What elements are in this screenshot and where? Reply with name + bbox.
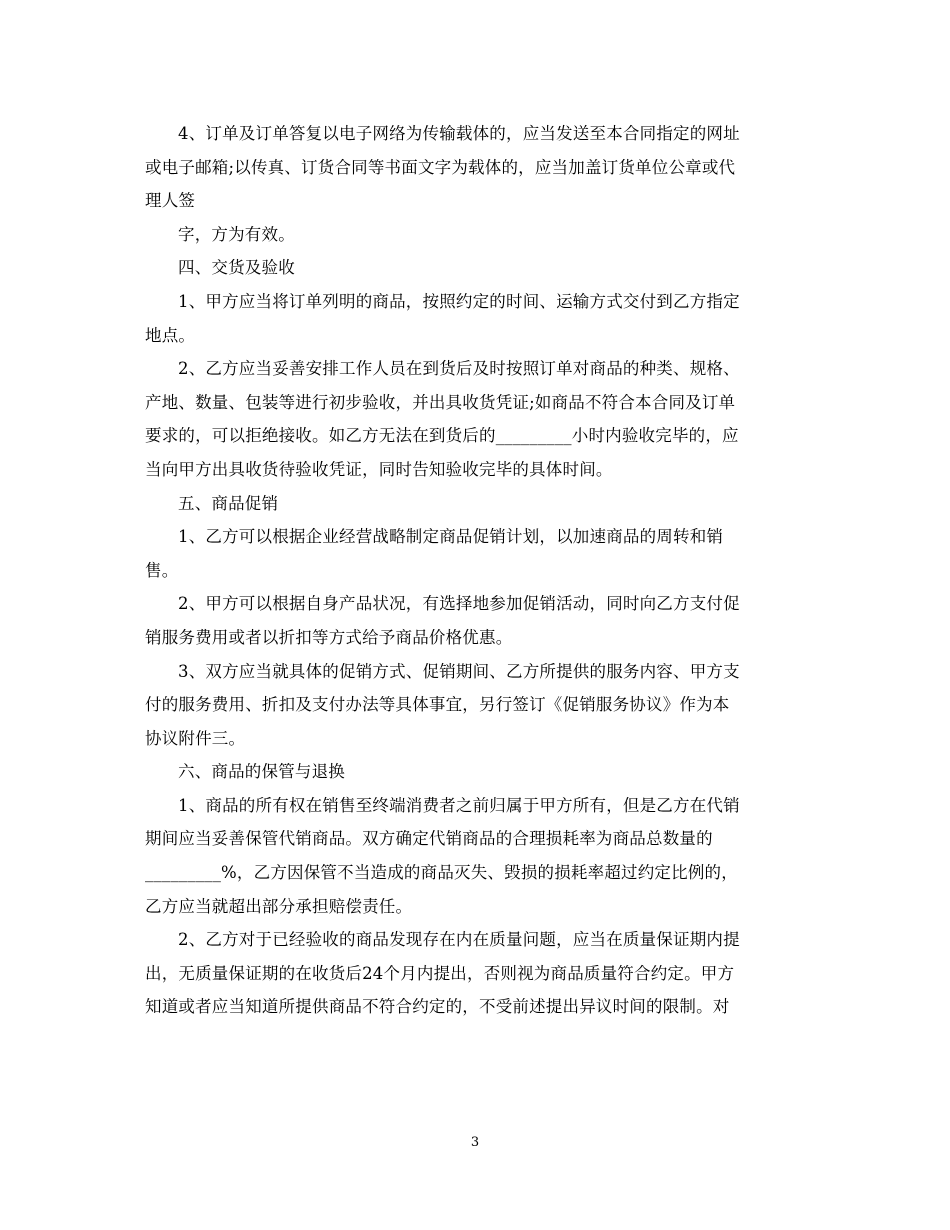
text-line: 期间应当妥善保管代销商品。双方确定代销商品的合理损耗率为商品总数量的 [145, 829, 713, 849]
text-line: 或电子邮箱;以传真、订货合同等书面文字为载体的，应当加盖订货单位公章或代 [145, 157, 736, 177]
text-line: 1、乙方可以根据企业经营战略制定商品促销计划，以加速商品的周转和销 [178, 527, 724, 547]
paragraph [145, 352, 811, 486]
text-line: 地点。 [145, 325, 196, 345]
text-line: 协议附件三。 [145, 728, 246, 748]
paragraph [145, 218, 811, 252]
paragraph [145, 520, 811, 587]
paragraph [145, 587, 811, 654]
text-line: 1、甲方应当将订单列明的商品，按照约定的时间、运输方式交付到乙方指定 [178, 291, 740, 311]
text-line: 2、乙方应当妥善安排工作人员在到货后及时按照订单对商品的种类、规格、 [178, 359, 740, 379]
section-heading [145, 487, 811, 521]
text-line: 理人签 [145, 191, 196, 211]
paragraph [145, 923, 811, 1024]
text-line: 六、商品的保管与退换 [178, 762, 345, 782]
text-line: 乙方应当就超出部分承担赔偿责任。 [145, 896, 413, 916]
text-line: 要求的，可以拒绝接收。如乙方无法在到货后的_________小时内验收完毕的，应 [145, 426, 739, 446]
text-line: 五、商品促销 [178, 493, 279, 513]
text-line: _________%，乙方因保管不当造成的商品灭失、毁损的损耗率超过约定比例的， [145, 863, 738, 883]
text-line: 付的服务费用、折扣及支付办法等具体事宜，另行签订《促销服务协议》作为本 [145, 695, 730, 715]
text-line: 2、乙方对于已经验收的商品发现存在内在质量问题，应当在质量保证期内提 [178, 930, 740, 950]
text-line: 1、商品的所有权在销售至终端消费者之前归属于甲方所有，但是乙方在代销 [178, 795, 740, 815]
paragraph [145, 655, 811, 756]
text-line: 出，无质量保证期的在收货后24个月内提出，否则视为商品质量符合约定。甲方 [145, 963, 735, 983]
page-number: 3 [470, 1135, 480, 1150]
text-line: 字，方为有效。 [178, 224, 295, 244]
document-body [145, 117, 811, 1024]
section-heading [145, 755, 811, 789]
paragraph [145, 285, 811, 352]
text-line: 四、交货及验收 [178, 258, 295, 278]
text-line: 知道或者应当知道所提供商品不符合约定的，不受前述提出异议时间的限制。对 [145, 997, 730, 1017]
text-line: 4、订单及订单答复以电子网络为传输载体的，应当发送至本合同指定的网址 [178, 124, 740, 143]
text-line: 产地、数量、包装等进行初步验收，并出具收货凭证;如商品不符合本合同及订单 [145, 392, 736, 412]
text-line: 销服务费用或者以折扣等方式给予商品价格优惠。 [145, 627, 513, 647]
text-line: 当向甲方出具收货待验收凭证，同时告知验收完毕的具体时间。 [145, 459, 613, 479]
paragraph [145, 117, 811, 218]
paragraph [145, 789, 811, 923]
text-line: 3、双方应当就具体的促销方式、促销期间、乙方所提供的服务内容、甲方支 [178, 661, 740, 681]
text-line: 2、甲方可以根据自身产品状况，有选择地参加促销活动，同时向乙方支付促 [178, 594, 740, 614]
section-heading [145, 251, 811, 285]
text-line: 售。 [145, 560, 179, 580]
